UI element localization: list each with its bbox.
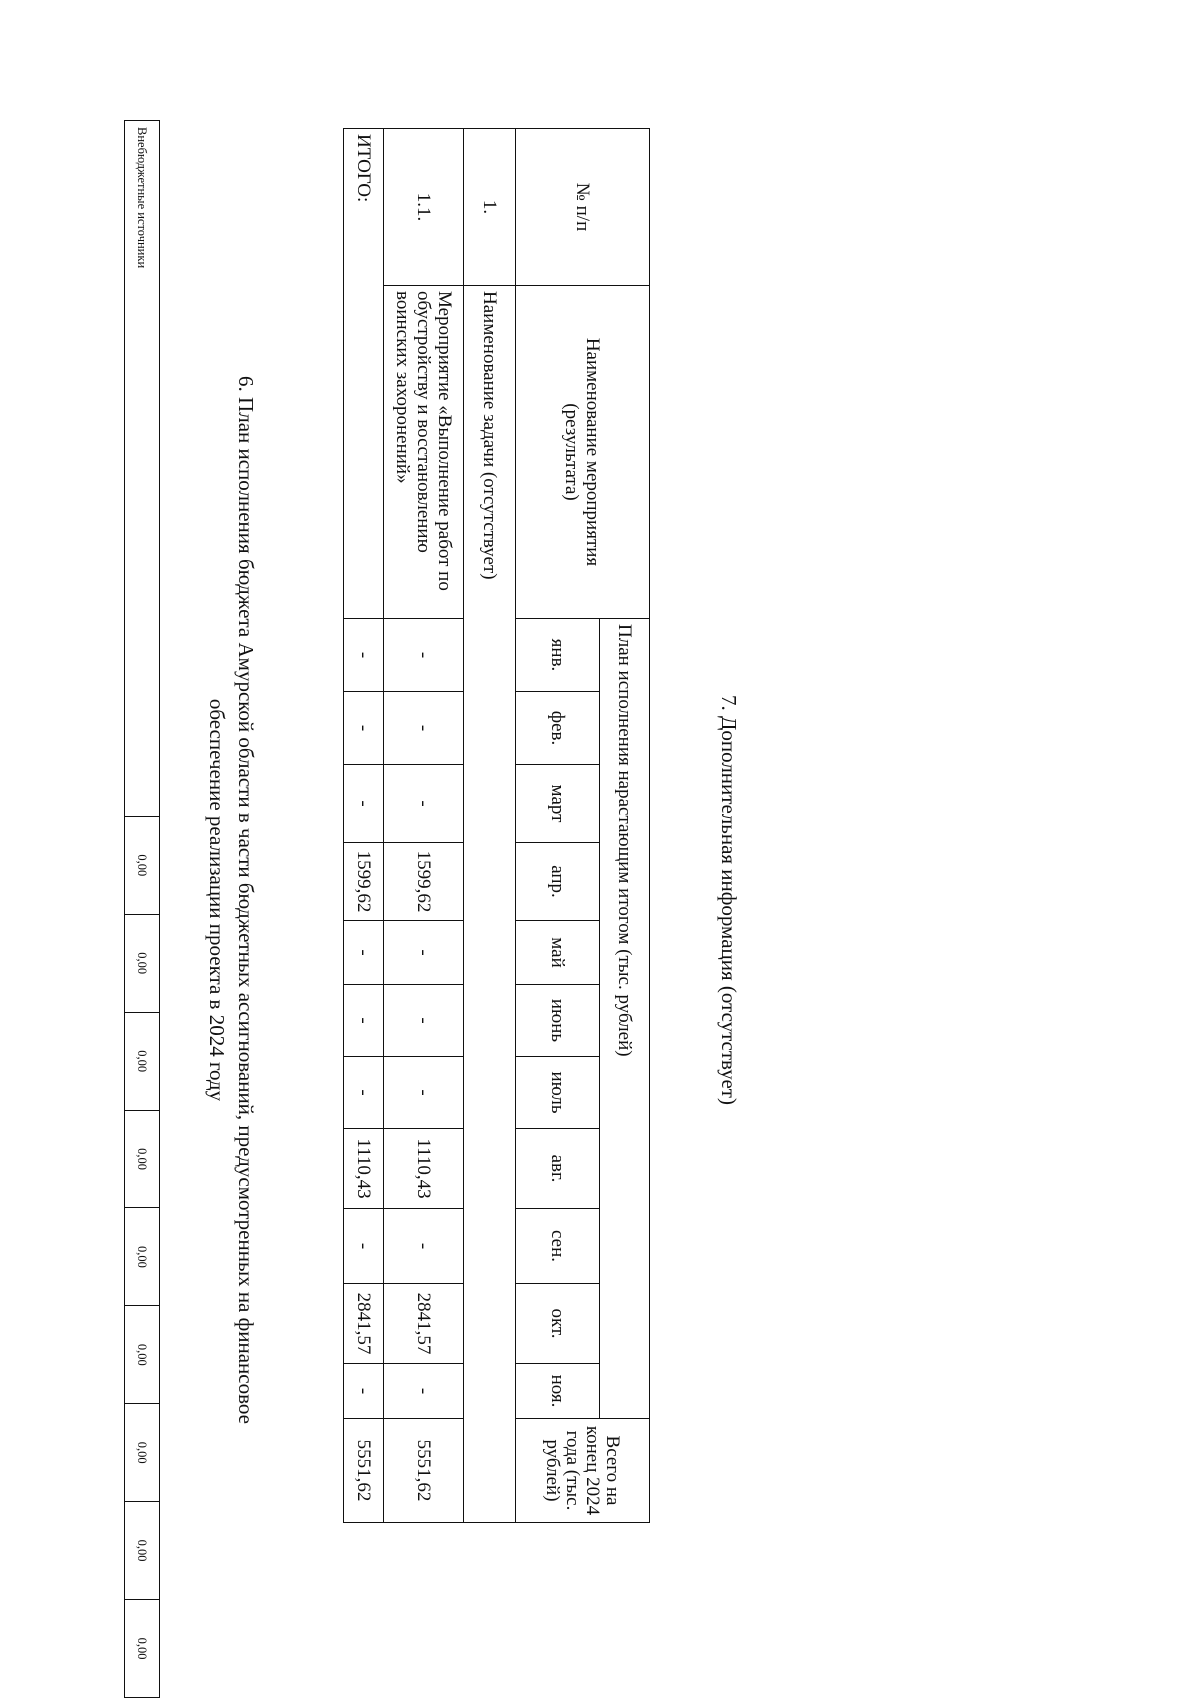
task-row: [464, 129, 516, 1523]
extrabudget-value: 0,00: [125, 914, 160, 1012]
header-month: авг.: [516, 1129, 600, 1209]
header-month: окт.: [516, 1284, 600, 1364]
header-month: ноя.: [516, 1364, 600, 1419]
row-month-value: -: [384, 619, 464, 692]
header-plan: План исполнения нарастающим итогом (тыс. рублей): [600, 619, 650, 1419]
section-6-heading: [202, 250, 260, 1550]
total-month-value: -: [344, 1057, 384, 1129]
total-month-value: -: [344, 1364, 384, 1419]
total-row: [344, 129, 384, 1523]
total-month-value: -: [344, 1209, 384, 1284]
table-row: [125, 121, 160, 1698]
total-month-value: 1599,62: [344, 843, 384, 921]
row-month-value: -: [384, 921, 464, 985]
row-total-value: 5551,62: [384, 1419, 464, 1523]
row-month-value: 1599,62: [384, 843, 464, 921]
total-month-value: -: [344, 985, 384, 1057]
header-month: июнь: [516, 985, 600, 1057]
extrabudget-value: 0,00: [125, 1306, 160, 1404]
extrabudget-value: 0,00: [125, 816, 160, 914]
section-6-title-line-2: обеспечение реализации проекта в 2024 году: [205, 698, 229, 1102]
row-number: 1.1.: [384, 129, 464, 286]
header-month: март: [516, 765, 600, 843]
extrabudget-value: 0,00: [125, 1208, 160, 1306]
total-month-value: 1110,43: [344, 1129, 384, 1209]
row-month-value: -: [384, 1364, 464, 1419]
header-month: сен.: [516, 1209, 600, 1284]
row-month-value: 2841,57: [384, 1284, 464, 1364]
section-6-title-line-1: 6. План исполнения бюджета Амурской области в части бюджетных ассигнований, предусмотренных на финансовое: [234, 376, 258, 1424]
row-month-value: 1110,43: [384, 1129, 464, 1209]
header-total: Всего на конец 2024 года (тыс. рублей): [516, 1419, 650, 1523]
total-month-value: -: [344, 921, 384, 985]
row-month-value: -: [384, 765, 464, 843]
total-sum-value: 5551,62: [344, 1419, 384, 1523]
extrabudget-value: 0,00: [125, 1404, 160, 1502]
section-7-heading: 7. Дополнительная информация (отсутствует): [717, 695, 741, 1105]
total-label: ИТОГО:: [344, 129, 384, 619]
row-month-value: -: [384, 692, 464, 765]
total-month-value: -: [344, 619, 384, 692]
task-name: Наименование задачи (отсутствует): [464, 286, 516, 1523]
total-month-value: -: [344, 692, 384, 765]
total-month-value: 2841,57: [344, 1284, 384, 1364]
header-number: № п/п: [516, 129, 650, 286]
task-number: 1.: [464, 129, 516, 286]
budget-plan-table: [343, 128, 650, 1523]
table-row: [384, 129, 464, 1523]
row-month-value: -: [384, 1057, 464, 1129]
header-month: май: [516, 921, 600, 985]
extrabudget-value: 0,00: [125, 1600, 160, 1698]
extrabudget-value: 0,00: [125, 1502, 160, 1600]
header-month: апр.: [516, 843, 600, 921]
header-event-name: Наименование мероприятия (результата): [516, 286, 650, 619]
header-month: июль: [516, 1057, 600, 1129]
header-month: фев.: [516, 692, 600, 765]
row-month-value: -: [384, 985, 464, 1057]
extrabudget-sources-table: [124, 120, 160, 1698]
table-header-row: [600, 129, 650, 1523]
row-month-value: -: [384, 1209, 464, 1284]
row-event-name: Мероприятие «Выполнение работ по обустройству и восстановлению воинских захоронений»: [384, 286, 464, 619]
extrabudget-value: 0,00: [125, 1012, 160, 1110]
total-month-value: -: [344, 765, 384, 843]
extrabudget-label: Внебюджетные источники: [125, 121, 160, 817]
extrabudget-value: 0,00: [125, 1110, 160, 1208]
header-month: янв.: [516, 619, 600, 692]
